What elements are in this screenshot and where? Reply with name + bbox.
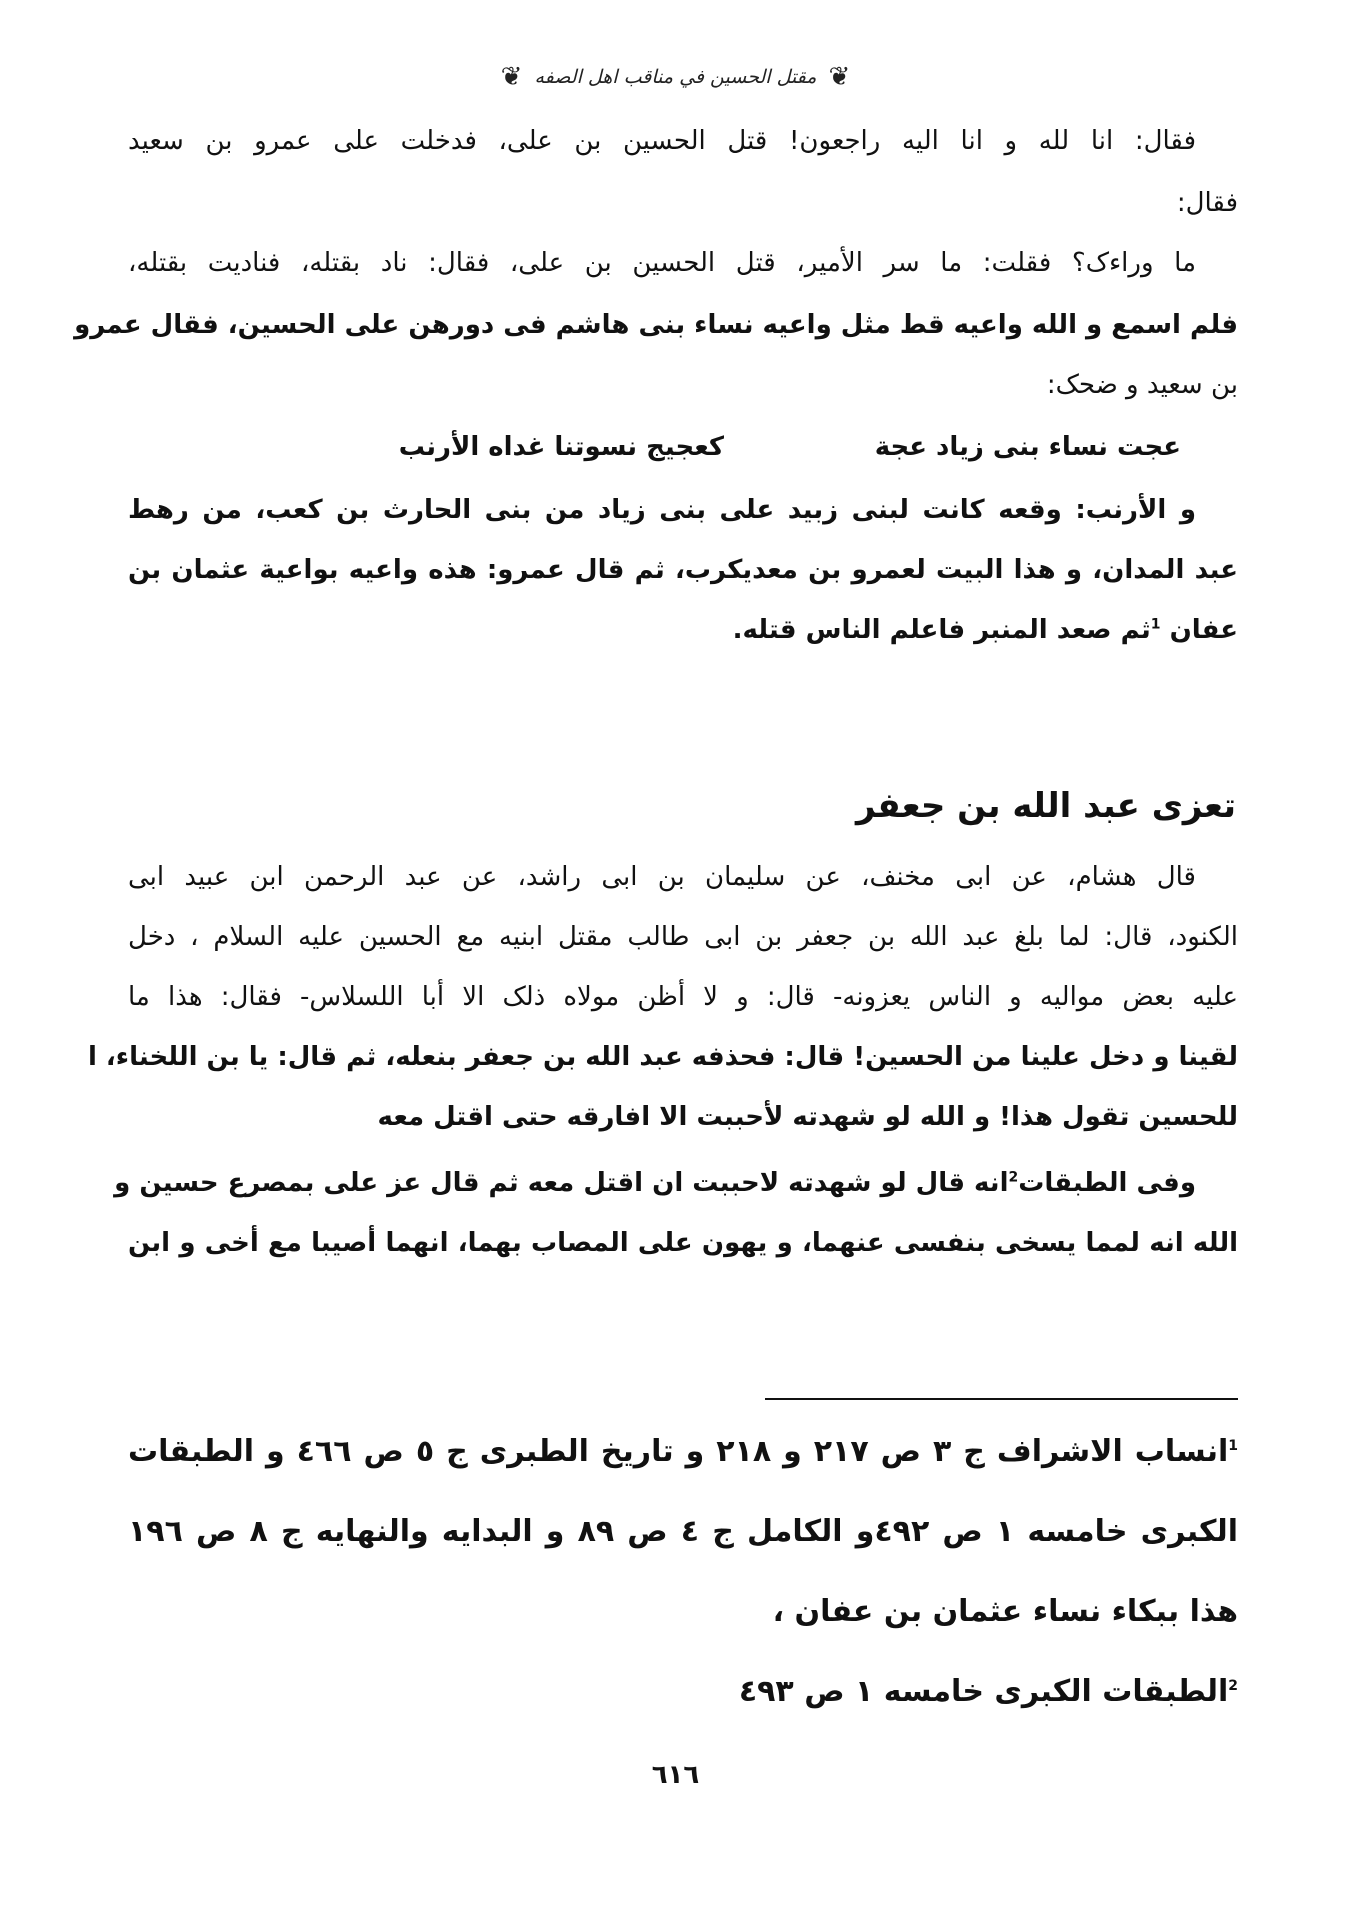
text-line: بن سعيد و ضحک: — [1046, 370, 1238, 400]
text-line: الله انه لمما يسخى بنفسى عنهما، و يهون على المصاب بهما، انهما أصيبا مع أخى و ابن — [128, 1228, 1238, 1258]
footnote-marker-1: 1 — [1228, 1438, 1239, 1454]
verse-first-hemistich: عجت نساء بنى زياد عجة — [874, 432, 1181, 462]
text-line: فقال: — [1176, 188, 1238, 218]
paragraph-3 — [128, 495, 1238, 645]
footnote-2-line — [128, 1674, 1238, 1710]
paragraph-5 — [114, 1168, 1238, 1258]
footnote-divider — [765, 1398, 1238, 1400]
text-line: لقينا و دخل علينا من الحسين! قال: فحذفه عبد الله بن جعفر بنعله، ثم قال: يا بن اللخناء، ا — [87, 1042, 1238, 1072]
paragraph-1 — [128, 126, 1238, 218]
footnote-1-line — [128, 1434, 1238, 1470]
text-line: عليه بعض مواليه و الناس يعزونه- قال: و لا أظن مولاه ذلک الا أبا اللسلاس- فقال: هذا ما — [128, 982, 1238, 1012]
text-line: الكنود، قال: لما بلغ عبد الله بن جعفر بن ابى طالب مقتل ابنيه مع الحسين عليه السلام ، دخل — [128, 922, 1238, 952]
text-line: و الأرنب: وقعه كانت لبنى زبيد على بنى زياد من بنى الحارث بن كعب، من رهط — [128, 495, 1196, 525]
text-line: ما وراءک؟ فقلت: ما سر الأمير، قتل الحسين بن على، فقال: ناد بقتله، فناديت بقتله، — [128, 248, 1196, 278]
line-fragment: انه قال لو شهدته لاحببت ان اقتل معه ثم قال عز على بمصرع حسين و — [114, 1168, 1009, 1198]
footnote-text: انساب الاشراف ج ٣ ص ٢١٧ و ٢١٨ و تاريخ الطبرى ج ٥ ص ٤٦٦ و الطبقات — [128, 1434, 1229, 1469]
footnote-ref-1[interactable]: 1 — [1150, 616, 1161, 633]
footnote-ref-2[interactable]: 2 — [1008, 1169, 1019, 1186]
paragraph-4 — [87, 862, 1238, 1132]
running-head-title: مقتل الحسين في مناقب اهل الصفه — [534, 66, 817, 88]
page-number: ٦١٦ — [651, 1760, 700, 1790]
running-head — [0, 62, 1351, 92]
line-fragment: وفى الطبقات — [1018, 1168, 1196, 1198]
line-fragment: ثم صعد المنبر فاعلم الناس قتله. — [732, 615, 1151, 645]
section-heading: تعزى عبد الله بن جعفر — [856, 786, 1236, 826]
verse-second-hemistich: كعجيج نسوتنا غداه الأرنب — [398, 432, 724, 462]
line-fragment: عفان — [1160, 615, 1238, 645]
footnote-marker-2: 2 — [1228, 1678, 1238, 1694]
text-line: عبد المدان، و هذا البيت لعمرو بن معديكرب، ثم قال عمرو: هذه واعيه بواعية عثمان بن — [128, 555, 1238, 585]
footnote-1-line: الكبرى خامسه ١ ص ٤٩٢و الكامل ج ٤ ص ٨٩ و البدايه والنهايه ج ٨ ص ١٩٦ — [128, 1514, 1239, 1549]
paragraph-2 — [74, 248, 1238, 400]
ornament-icon: ❦ — [828, 62, 851, 92]
footnote-text: الطبقات الكبرى خامسه ١ ص ٤٩٣ — [738, 1674, 1229, 1709]
text-line: للحسين تقول هذا! و الله لو شهدته لأحببت الا افارقه حتى اقتل معه — [377, 1102, 1238, 1132]
footnote-1-line: هذا ببكاء نساء عثمان بن عفان ، — [772, 1594, 1238, 1629]
text-line — [114, 1168, 1238, 1198]
text-line — [128, 615, 1238, 645]
text-line: فقال: انا لله و انا اليه راجعون! قتل الحسين بن على، فدخلت على عمرو بن سعيد — [128, 126, 1196, 156]
text-line: فلم اسمع و الله واعيه قط مثل واعيه نساء بنى هاشم فى دورهن على الحسين، فقال عمرو — [74, 310, 1238, 340]
ornament-icon: ❦ — [500, 62, 523, 92]
text-line: قال هشام، عن ابى مخنف، عن سليمان بن ابى راشد، عن عبد الرحمن ابن عبيد ابى — [128, 862, 1196, 892]
